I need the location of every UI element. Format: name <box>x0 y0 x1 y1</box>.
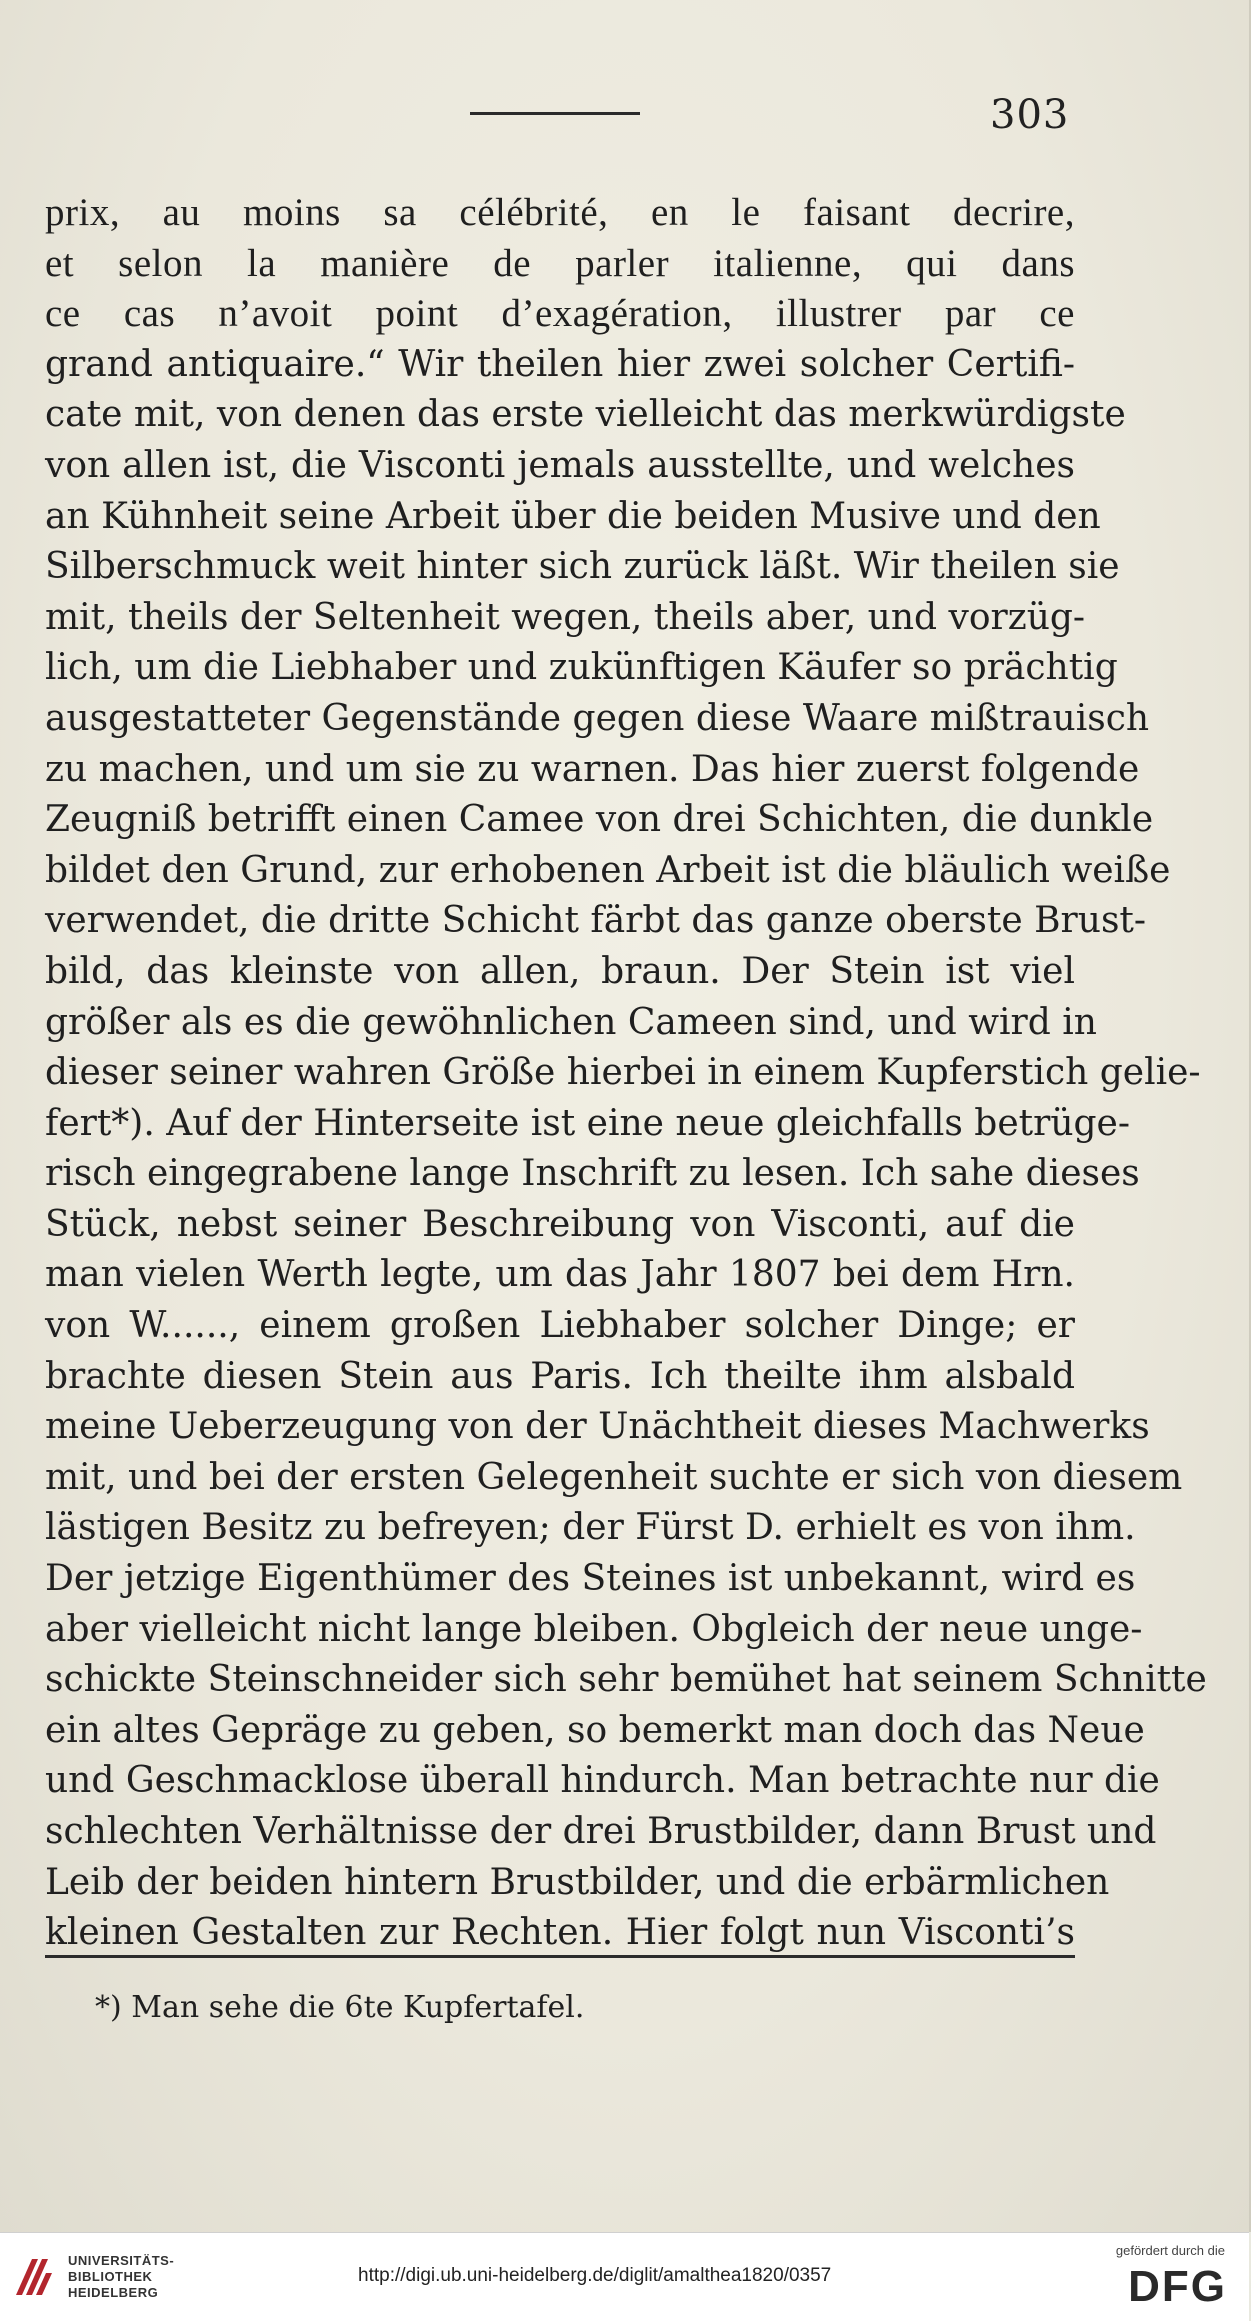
dfg-logo[interactable]: DFG <box>1128 2262 1227 2311</box>
text-line: Der jetzige Eigenthümer des Steines ist unbekannt, wird es <box>45 1558 1136 1600</box>
library-name-line: HEIDELBERG <box>68 2285 159 2300</box>
footnote-rule <box>45 1955 1075 1958</box>
body-text <box>45 188 1207 1959</box>
library-name <box>68 2253 174 2301</box>
text-line: prix, au moins sa célébrité, en le faisant decrire, <box>45 191 1075 234</box>
text-line: an Kühnheit seine Arbeit über die beiden Musive und den <box>45 495 1101 537</box>
permalink-url[interactable]: http://digi.ub.uni-heidelberg.de/diglit/amalthea1820/0357 <box>358 2265 832 2286</box>
text-line: schlechten Verhältnisse der drei Brustbilder, dann Brust und <box>45 1811 1157 1852</box>
text-line: bildet den Grund, zur erhobenen Arbeit ist die bläulich weiße <box>45 849 1171 891</box>
text-line: grand antiquaire.“ Wir theilen hier zwei solcher Certifi- <box>45 343 1075 385</box>
sponsor-label: gefördert durch die <box>1115 2243 1225 2258</box>
text-line: fert*). Auf der Hinterseite ist eine neue gleichfalls betrüge- <box>45 1102 1131 1144</box>
text-line: ausgestatteter Gegenstände gegen diese Waare mißtrauisch <box>45 697 1150 739</box>
text-line: bild, das kleinste von allen, braun. Der Stein ist viel <box>45 950 1075 992</box>
page-number: 303 <box>990 92 1070 138</box>
text-line: von W......, einem großen Liebhaber solcher Dinge; er <box>45 1305 1075 1347</box>
text-line: zu machen, und um sie zu warnen. Das hier zuerst folgende <box>45 748 1140 790</box>
text-line: meine Ueberzeugung von der Unächtheit dieses Machwerks <box>45 1406 1150 1448</box>
text-line: et selon la manière de parler italienne, qui dans <box>45 241 1075 285</box>
text-line: Zeugniß betrifft einen Camee von drei Schichten, die dunkle <box>45 799 1154 841</box>
library-logo-icon[interactable] <box>12 2255 56 2299</box>
text-line: Leib der beiden hintern Brustbilder, und die erbärmlichen <box>45 1861 1110 1903</box>
viewer-footer <box>0 2232 1249 2321</box>
text-line: größer als es die gewöhnlichen Cameen sind, und wird in <box>45 1001 1097 1043</box>
text-line: und Geschmacklose überall hindurch. Man betrachte nur die <box>45 1760 1160 1802</box>
text-line: lich, um die Liebhaber und zukünftigen Käufer so prächtig <box>45 647 1118 689</box>
text-line: mit, und bei der ersten Gelegenheit suchte er sich von diesem <box>45 1456 1183 1498</box>
text-line: kleinen Gestalten zur Rechten. Hier folgt nun Visconti’s <box>45 1912 1075 1954</box>
text-line: verwendet, die dritte Schicht färbt das ganze oberste Brust- <box>45 900 1147 942</box>
text-line: Silberschmuck weit hinter sich zurück läßt. Wir theilen sie <box>45 546 1120 588</box>
text-line: Stück, nebst seiner Beschreibung von Visconti, auf die <box>45 1203 1075 1245</box>
text-line: ein altes Gepräge zu geben, so bemerkt man doch das Neue <box>45 1709 1145 1751</box>
text-line: lästigen Besitz zu befreyen; der Fürst D. erhielt es von ihm. <box>45 1507 1136 1549</box>
text-line: schickte Steinschneider sich sehr bemühet hat seinem Schnitte <box>45 1659 1207 1701</box>
text-line: brachte diesen Stein aus Paris. Ich theilte ihm alsbald <box>45 1355 1075 1397</box>
text-line: von allen ist, die Visconti jemals ausstellte, und welches <box>45 444 1075 486</box>
text-line: ce cas n’avoit point d’exagération, illustrer par ce <box>45 292 1075 336</box>
library-name-line: BIBLIOTHEK <box>68 2269 153 2284</box>
text-line: risch eingegrabene lange Inschrift zu lesen. Ich sahe dieses <box>45 1153 1140 1195</box>
library-name-line: UNIVERSITÄTS- <box>68 2253 175 2268</box>
text-line: aber vielleicht nicht lange bleiben. Obgleich der neue unge- <box>45 1608 1143 1650</box>
text-line: dieser seiner wahren Größe hierbei in einem Kupferstich gelie- <box>45 1052 1201 1094</box>
text-line: man vielen Werth legte, um das Jahr 1807 bei dem Hrn. <box>45 1254 1075 1296</box>
text-line: mit, theils der Seltenheit wegen, theils aber, und vorzüg- <box>45 596 1086 638</box>
text-line: cate mit, von denen das erste vielleicht das merkwürdigste <box>45 394 1126 436</box>
header-rule <box>470 112 640 115</box>
footnote: *) Man sehe die 6te Kupfertafel. <box>95 1990 585 2025</box>
